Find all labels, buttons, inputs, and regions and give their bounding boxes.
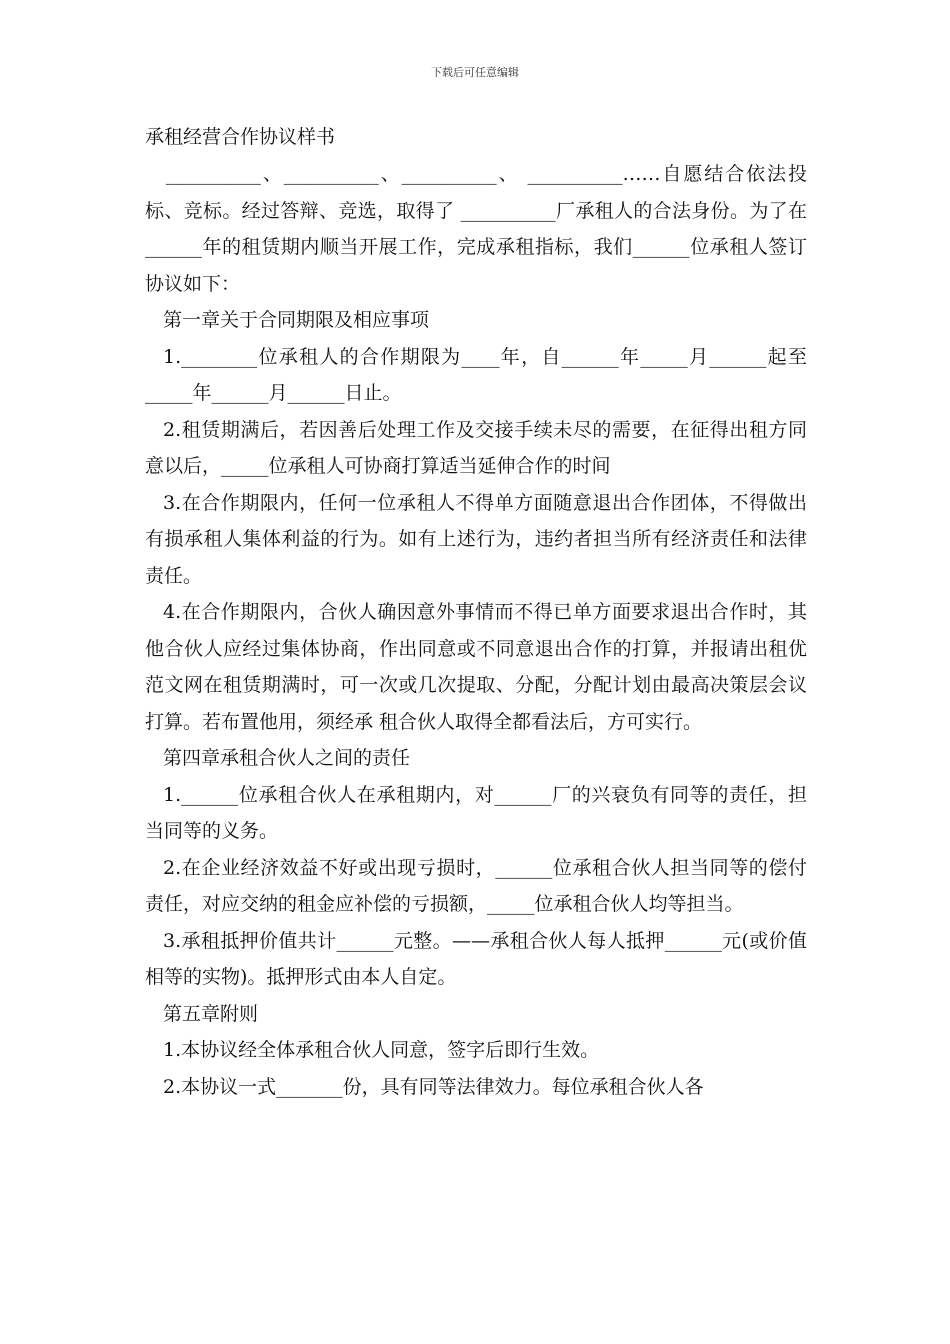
- clause-1-1: 1.________位承租人的合作期限为____年，自______年_____月______起至_____年______月______日止。: [145, 345, 807, 404]
- clause-1-2: 2.租赁期满后，若因善后处理工作及交接手续未尽的需要，在征得出租方同意以后，_____位承租人可协商打算适当延伸合作的时间: [145, 418, 807, 477]
- clause-4-2: 2.在企业经济效益不好或出现亏损时，______位承租合伙人担当同等的偿付责任，对应交纳的租金应补偿的亏损额，_____位承租合伙人均等担当。: [145, 856, 807, 915]
- document-title: 承租经营合作协议样书: [145, 126, 336, 148]
- chapter-5-heading: 第五章附则: [163, 1002, 259, 1025]
- clause-1-3: 3.在合作期限内，任何一位承租人不得单方面随意退出合作团体，不得做出有损承租人集体利益的行为。如有上述行为，违约者担当所有经济责任和法律责任。: [145, 491, 807, 587]
- document-body: [145, 118, 807, 1105]
- clause-5-2: 2.本协议一式_______份，具有同等法律效力。每位承租合伙人各: [163, 1075, 704, 1098]
- chapter-4-heading: 第四章承租合伙人之间的责任: [163, 747, 411, 769]
- intro-paragraph: __________、__________、__________、 __________……自愿结合依法投标、竞标。经过答辩、竞选，取得了 __________厂承租人的合法身份。为了在______年的租赁期内顺当开展工作，完成承租指标，我们______位承租人签订协议如下：: [145, 163, 807, 295]
- clause-4-3: 3.承租抵押价值共计______元整。——承租合伙人每人抵押______元(或价值相等的实物)。抵押形式由本人自定。: [145, 929, 807, 988]
- clause-5-1: 1.本协议经全体承租合伙人同意，签字后即行生效。: [163, 1039, 600, 1061]
- page-header: 下载后可任意编辑: [431, 66, 519, 79]
- clause-1-4: 4.在合作期限内，合伙人确因意外事情而不得已单方面要求退出合作时，其他合伙人应经过集体协商，作出同意或不同意退出合作的打算，并报请出租优范文网在租赁期满时，可一次或几次提取、分配，分配计划由最高决策层会议打算。若布置他用，须经承 租合伙人取得全都看法后，方可实行。: [145, 601, 807, 733]
- clause-4-1: 1.______位承租合伙人在承租期内，对______厂的兴衰负有同等的责任，担当同等的义务。: [145, 783, 807, 842]
- chapter-1-heading: 第一章关于合同期限及相应事项: [163, 309, 430, 331]
